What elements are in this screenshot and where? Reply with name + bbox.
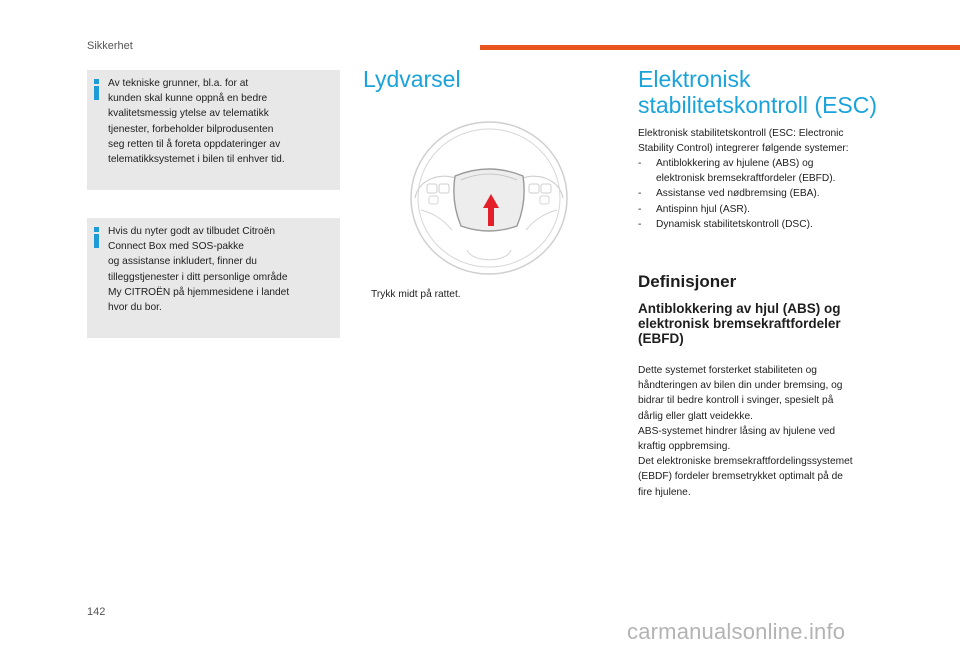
note-line: tjenester, forbeholder bilprodusenten	[108, 123, 274, 135]
note-line: og assistanse inkludert, finner du	[108, 256, 257, 268]
esc-system-list	[638, 156, 900, 232]
heading-esc-line: Elektronisk	[638, 66, 751, 92]
heading-lydvarsel: Lydvarsel	[363, 66, 461, 92]
header-accent-bar	[480, 45, 960, 50]
list-item: - Dynamisk stabilitetskontroll (DSC).	[638, 218, 813, 230]
info-note-connect-box	[87, 218, 340, 338]
heading-definisjoner: Definisjoner	[638, 272, 737, 291]
note-line: hvor du bor.	[108, 302, 162, 314]
note-line: Hvis du nyter godt av tilbudet Citroën	[108, 226, 276, 237]
list-item: - Antiblokkering av hjulene (ABS) og elektronisk bremsekraftfordeler (EBFD).	[638, 158, 836, 185]
heading-esc	[638, 66, 938, 118]
note-line: Av tekniske grunner, bl.a. for at	[108, 78, 249, 89]
section-title: Sikkerhet	[87, 40, 133, 52]
page-number: 142	[87, 606, 106, 618]
abs-description: Dette systemet forsterket stabiliteten og håndteringen av bilen din under bremsing, og bidrar til bedre kontroll i svinger, spesielt på dårlig eller glatt veidekke. ABS-systemet hindrer låsing av hjulene ved kraftig oppbremsing. Det elektroniske bremsekraftfordelingssystemet (EBDF) fordeler bremsetrykket optimalt på de fire hjulene.	[638, 365, 853, 498]
list-item: - Antispinn hjul (ASR).	[638, 203, 750, 215]
esc-intro	[638, 126, 900, 156]
note-line: Connect Box med SOS-pakke	[108, 241, 244, 253]
info-icon	[94, 227, 100, 248]
note-line: seg retten til å foreta oppdateringer av	[108, 138, 281, 150]
heading-esc-line: stabilitetskontroll (ESC)	[638, 92, 878, 118]
note-line: kunden skal kunne oppnå en bedre	[108, 93, 268, 105]
esc-intro-line: Elektronisk stabilitetskontroll (ESC: Electronic	[638, 128, 844, 139]
esc-intro-line: Stability Control) integrerer følgende systemer:	[638, 143, 849, 155]
steering-wheel-illustration	[407, 118, 572, 278]
note-line: kvalitetsmessig ytelse av telematikk	[108, 108, 269, 120]
subheading-abs-ebfd: Antiblokkering av hjul (ABS) og elektronisk bremsekraftfordeler (EBFD)	[638, 301, 841, 346]
instruction-text: Trykk midt på rattet.	[371, 289, 461, 300]
watermark: carmanualsonline.info	[627, 619, 846, 644]
note-line: telematikksystemet i bilen til enhver tid.	[108, 154, 285, 166]
list-item: - Assistanse ved nødbremsing (EBA).	[638, 188, 820, 200]
instruction-press-center	[363, 289, 461, 300]
note-line: tilleggstjenester i ditt personlige område	[108, 271, 288, 283]
note-line: My CITROËN på hjemmesidene i landet	[108, 286, 290, 298]
info-note-telematics	[87, 70, 340, 190]
info-icon	[94, 79, 100, 100]
